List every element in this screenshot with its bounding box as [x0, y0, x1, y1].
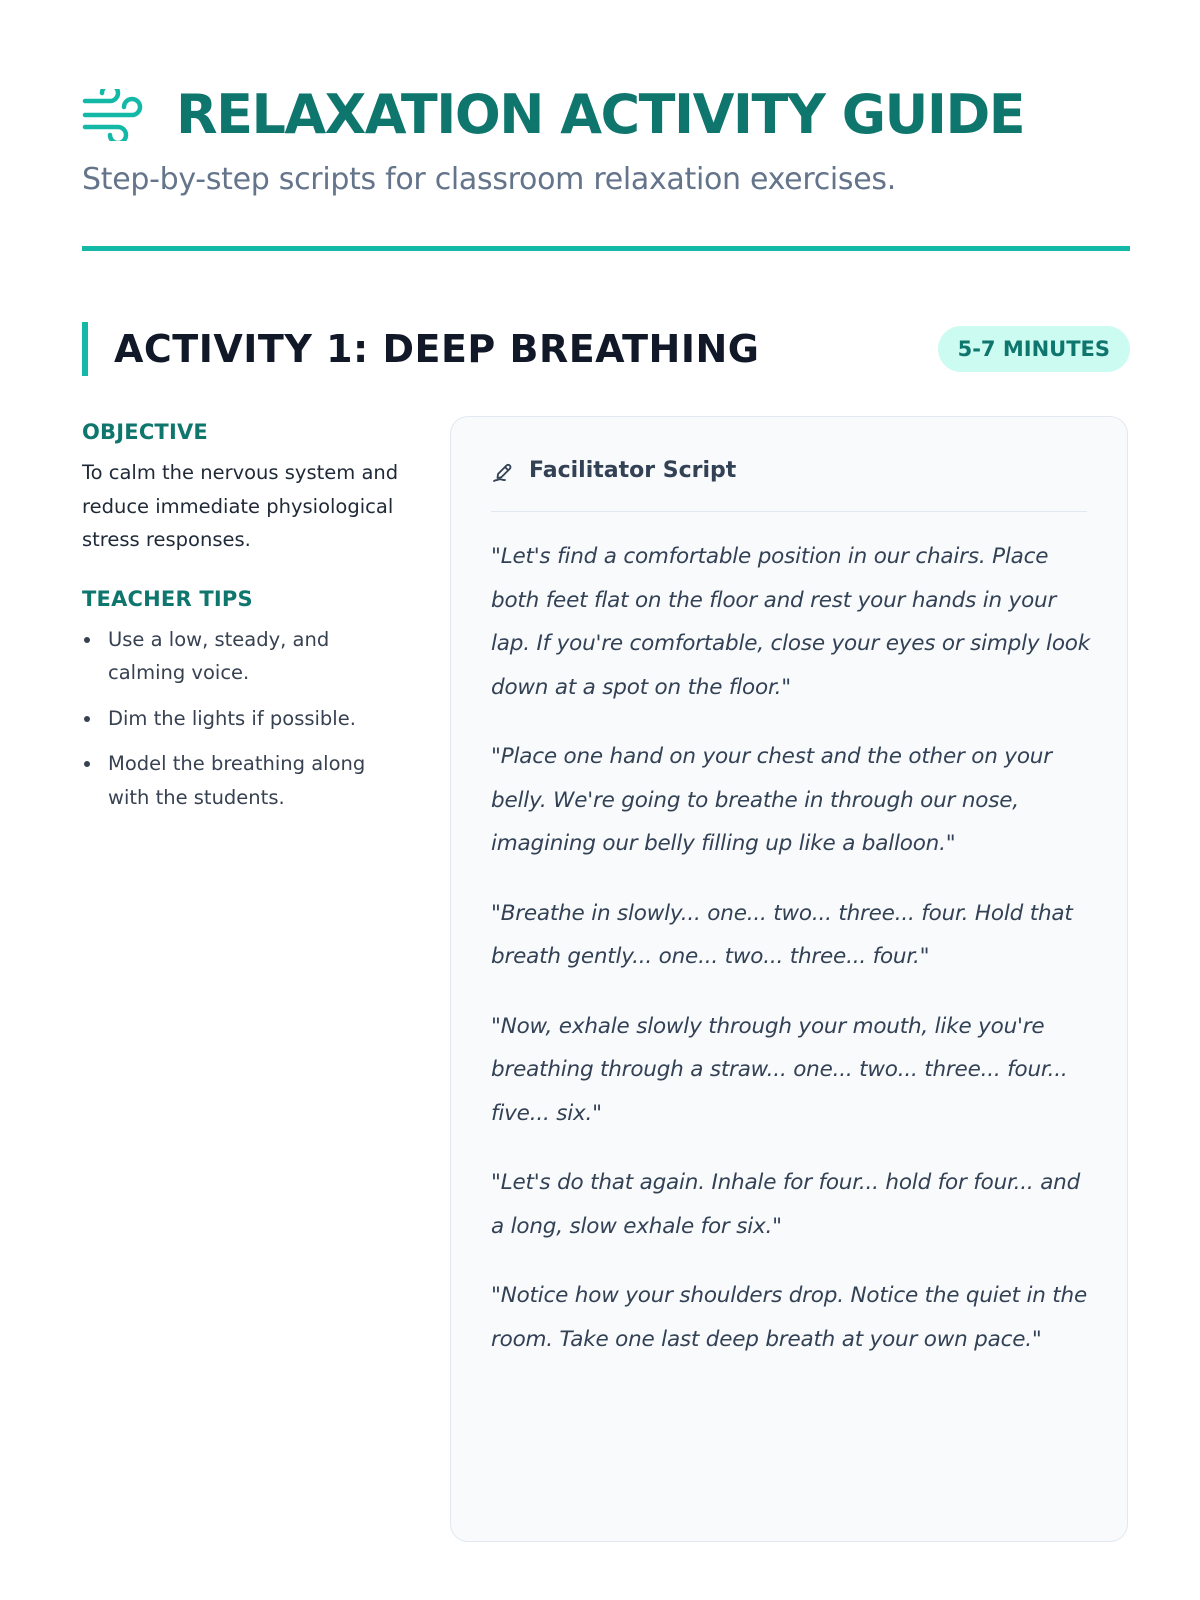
tip-text: Use a low, steady, and calming voice. — [108, 627, 330, 684]
page-header — [82, 78, 1130, 197]
pen-icon — [491, 459, 515, 483]
page-title: RELAXATION ACTIVITY GUIDE — [176, 83, 1025, 146]
tip-item — [82, 702, 402, 736]
heading-accent-bar — [82, 322, 88, 376]
script-body — [491, 535, 1091, 1387]
wind-icon — [82, 89, 146, 141]
tip-item — [82, 747, 402, 814]
header-divider — [82, 246, 1130, 251]
script-paragraph: "Breathe in slowly... one... two... three... four. Hold that breath gently... one... two... three... four." — [491, 900, 1073, 969]
objective-text: To calm the nervous system and reduce immediate physiological stress responses. — [82, 461, 399, 551]
guide-page — [82, 0, 1130, 1600]
script-paragraph: "Notice how your shoulders drop. Notice the quiet in the room. Take one last deep breath at your own pace." — [491, 1283, 1087, 1352]
bullet-icon — [84, 637, 90, 643]
page-subtitle: Step-by-step scripts for classroom relaxation exercises. — [82, 162, 896, 197]
tip-item — [82, 623, 402, 690]
tip-text: Model the breathing along with the students. — [108, 752, 366, 809]
script-header — [491, 455, 1087, 512]
activity-heading — [82, 322, 1130, 376]
activity-sidebar — [82, 420, 402, 826]
duration-badge: 5-7 MINUTES — [938, 326, 1130, 372]
script-paragraph: "Let's find a comfortable position in our chairs. Place both feet flat on the floor and rest your hands in your lap. If you're comfortable, close your eyes or simply look down at a spot on the floor." — [491, 544, 1090, 700]
bullet-icon — [84, 761, 90, 767]
bullet-icon — [84, 716, 90, 722]
script-paragraph: "Let's do that again. Inhale for four... hold for four... and a long, slow exhale for six." — [491, 1170, 1081, 1239]
facilitator-script-card — [450, 416, 1128, 1542]
tips-label: TEACHER TIPS — [82, 586, 253, 611]
title-row — [82, 78, 1130, 152]
tip-text: Dim the lights if possible. — [108, 706, 356, 730]
activity-title: ACTIVITY 1: DEEP BREATHING — [114, 327, 760, 371]
script-title: Facilitator Script — [529, 458, 737, 483]
objective-label: OBJECTIVE — [82, 420, 208, 444]
tips-list — [82, 623, 402, 815]
script-paragraph: "Now, exhale slowly through your mouth, like you're breathing through a straw... one... two... three... four... five... six." — [491, 1013, 1068, 1126]
script-paragraph: "Place one hand on your chest and the other on your belly. We're going to breathe in through our nose, imagining our belly filling up like a balloon." — [491, 744, 1052, 856]
